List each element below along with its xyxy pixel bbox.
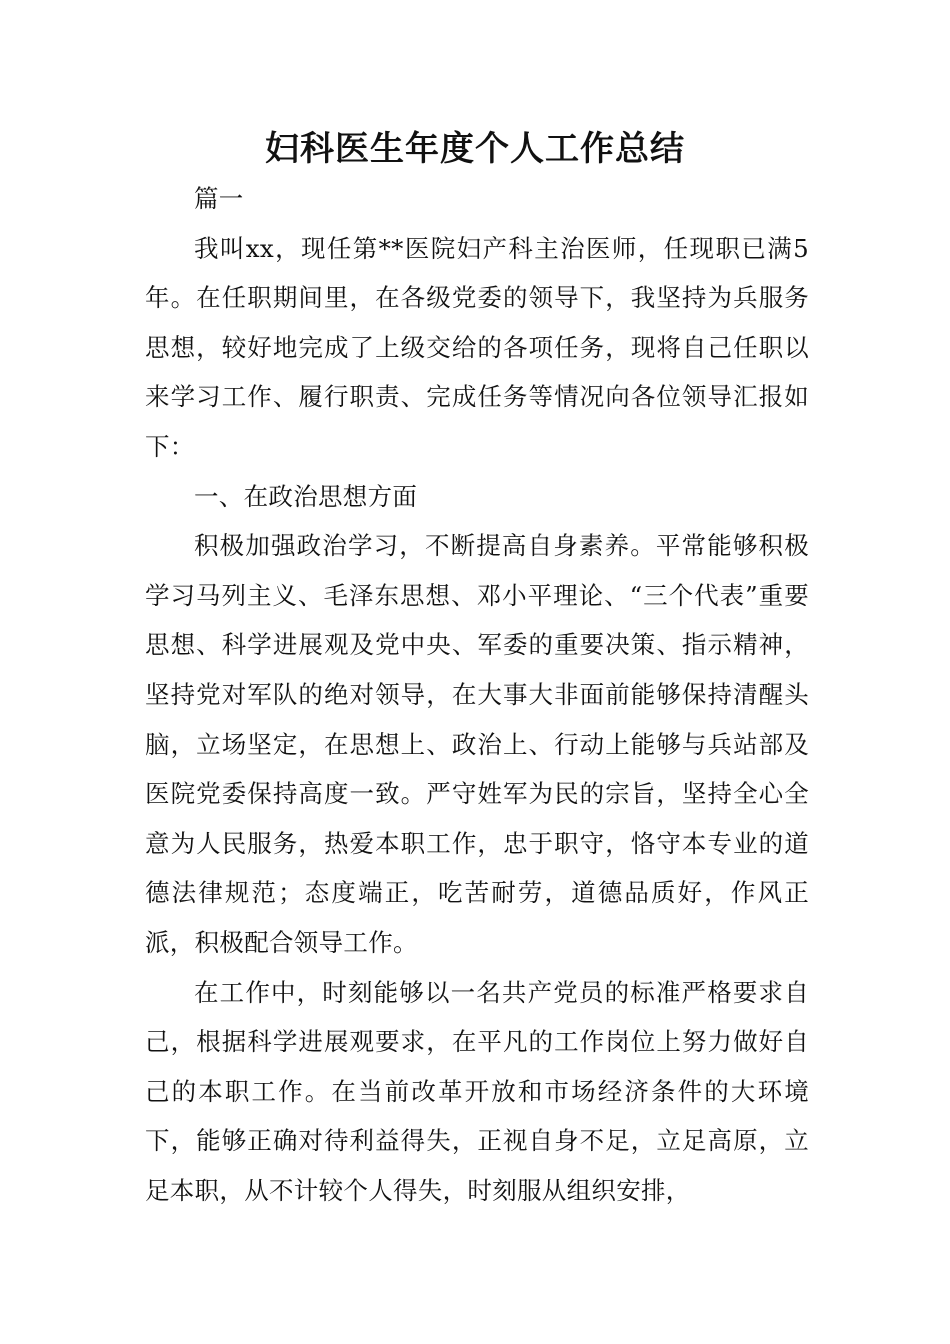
section-heading: 一、在政治思想方面 (194, 481, 418, 511)
body-paragraph: 在工作中，时刻能够以一名共产党员的标准严格要求自己，根据科学进展观要求，在平凡的工作岗位上努力做好自己的本职工作。在当前改革开放和市场经济条件的大环境下，能够正确对待利益得失，正视自身不足，立足高原，立足本职，从不计较个人得失，时刻服从组织安排， (145, 977, 809, 1205)
body-paragraph: 积极加强政治学习，不断提高自身素养。平常能够积极学习马列主义、毛泽东思想、邓小平理论、“三个代表”重要思想、科学进展观及党中央、军委的重要决策、指示精神，坚持党对军队的绝对领导，在大事大非面前能够保持清醒头脑，立场坚定，在思想上、政治上、行动上能够与兵站部及医院党委保持高度一致。严守姓军为民的宗旨，坚持全心全意为人民服务，热爱本职工作，忠于职守，恪守本专业的道德法律规范；态度端正，吃苦耐劳，道德品质好，作风正派，积极配合领导工作。 (145, 531, 809, 957)
intro-paragraph: 我叫xx，现任第**医院妇产科主治医师，任现职已满5年。在任职期间里，在各级党委的领导下，我坚持为兵服务思想，较好地完成了上级交给的各项任务，现将自己任职以来学习工作、履行职责、完成任务等情况向各位领导汇报如下： (145, 233, 809, 461)
section-label: 篇一 (194, 184, 244, 213)
document-body (145, 174, 809, 1215)
document-title: 妇科医生年度个人工作总结 (265, 129, 685, 169)
